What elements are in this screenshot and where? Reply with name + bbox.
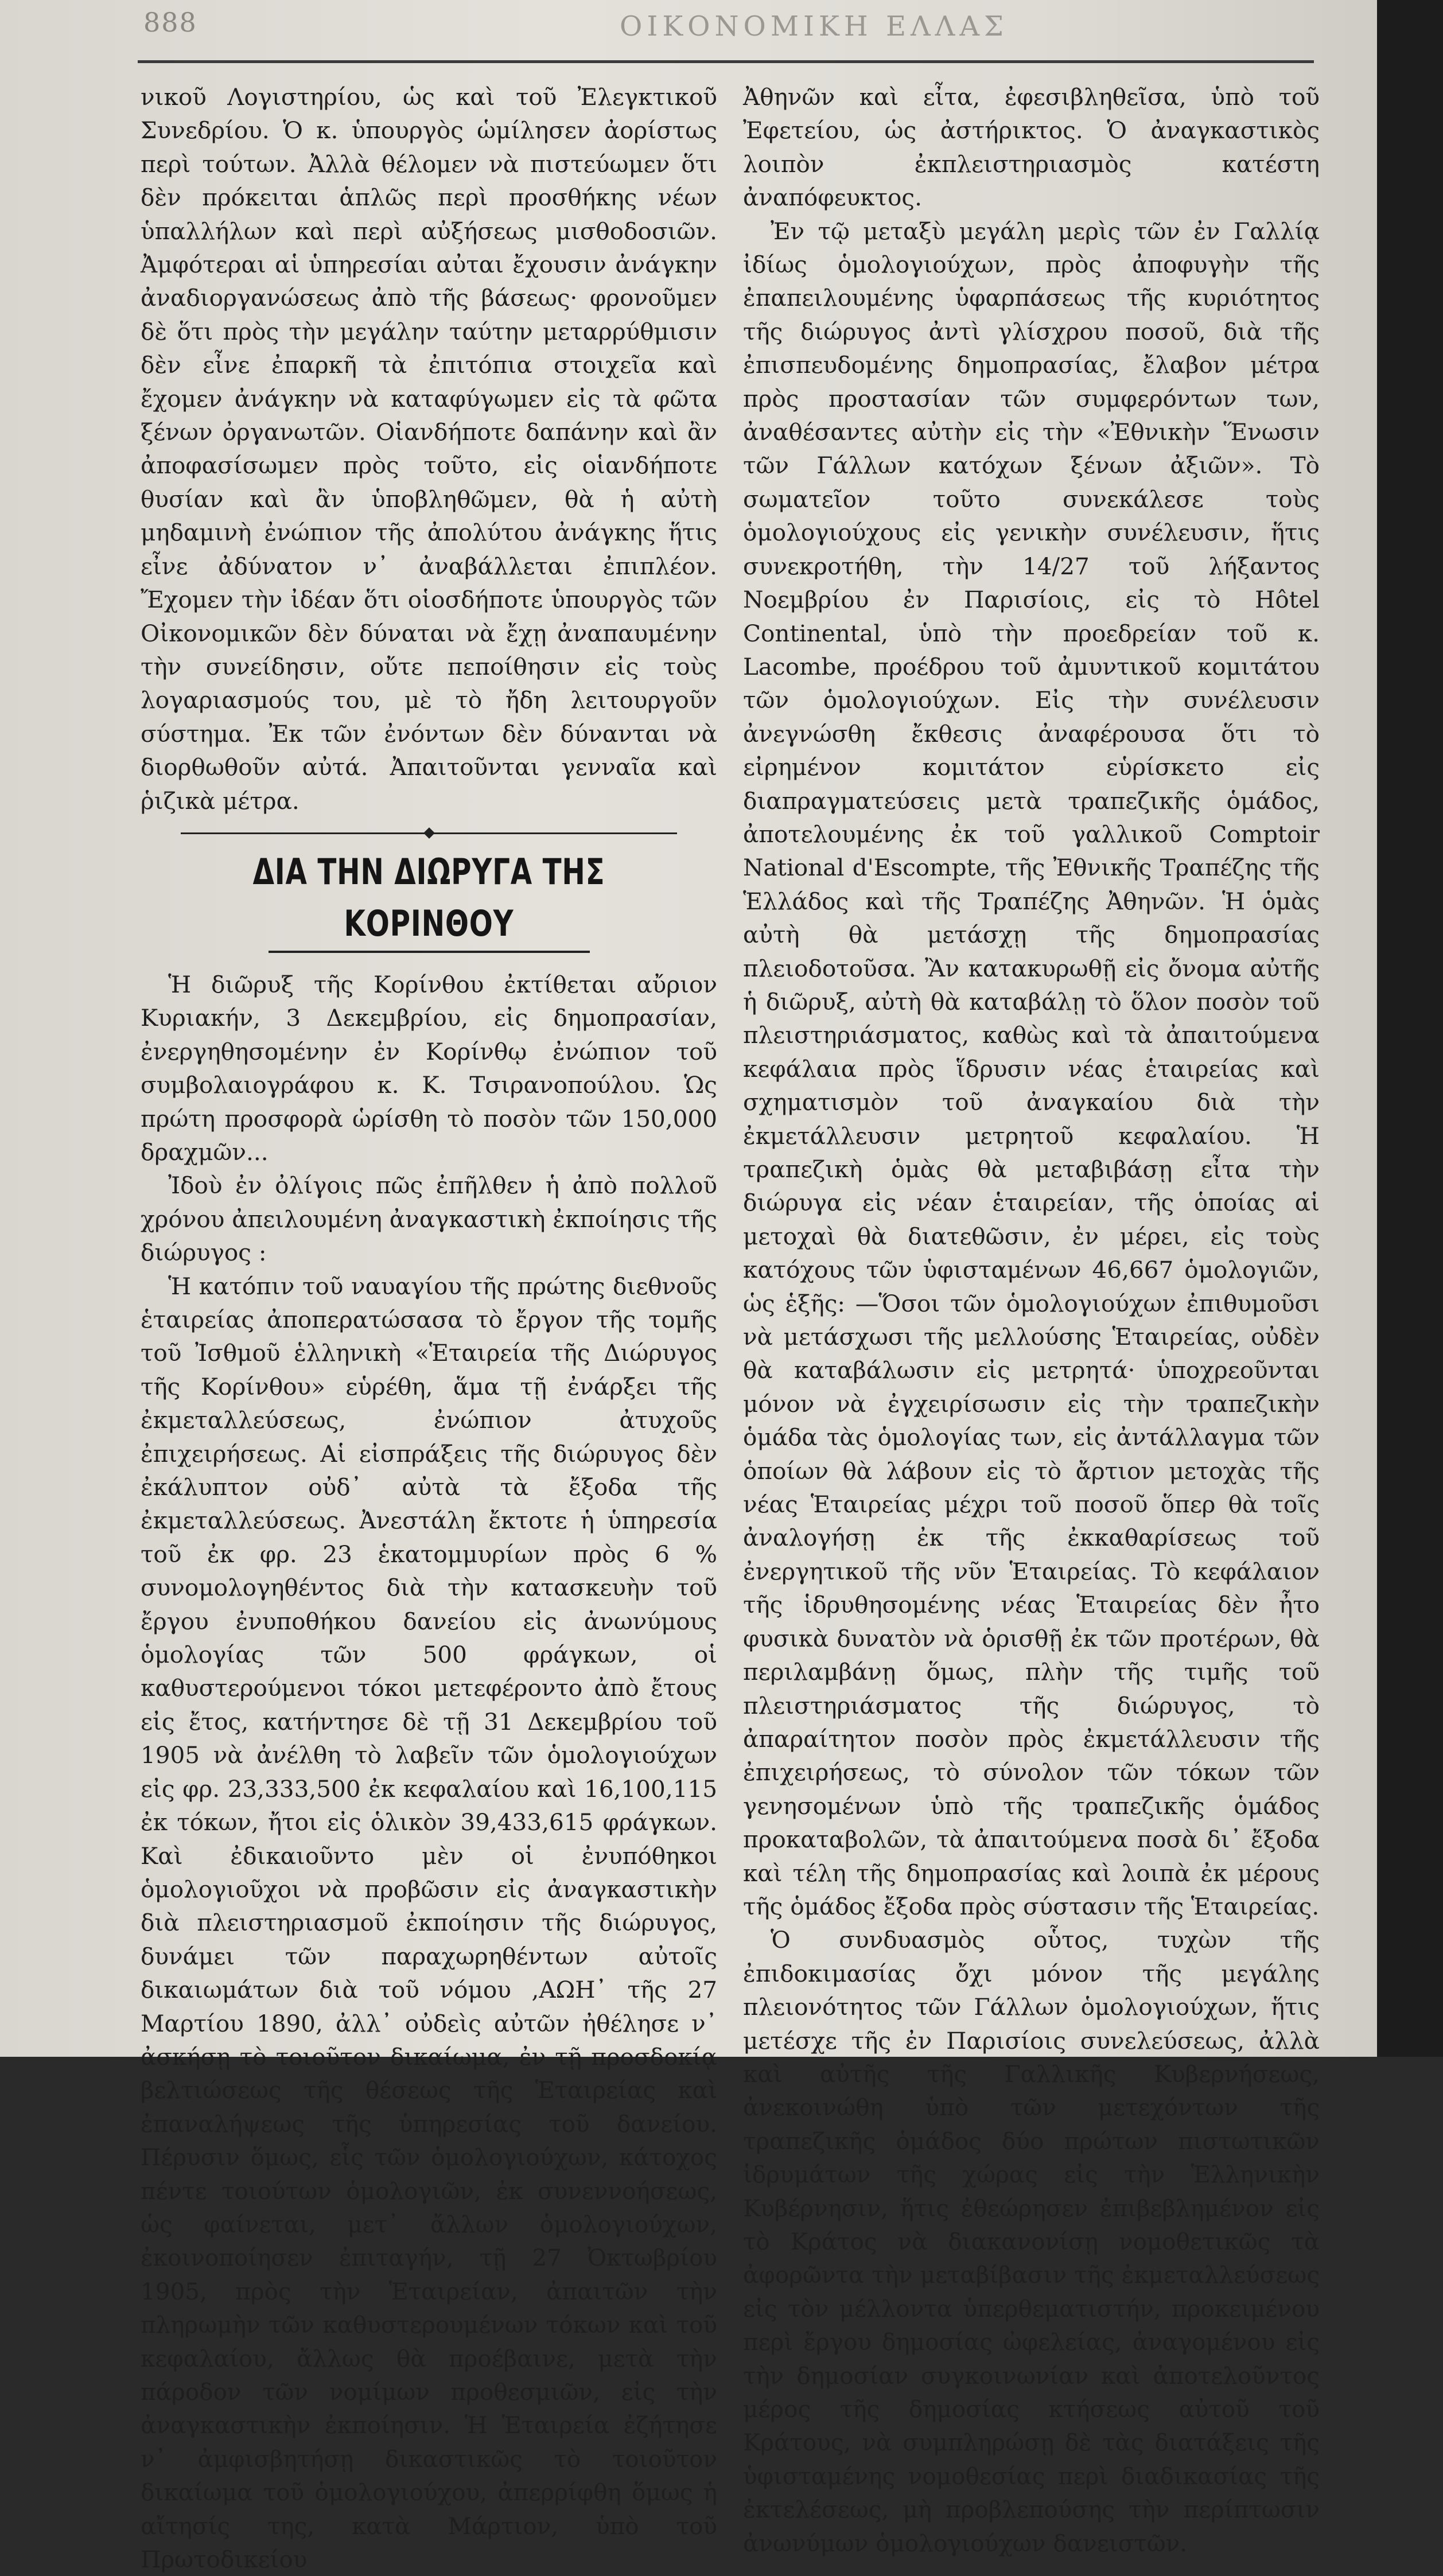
article-paragraph: Ἐν τῷ μεταξὺ μεγάλη μερὶς τῶν ἐν Γαλλίᾳ ἰδίως ὁμολογιούχων, πρὸς ἀποφυγὴν τῆς ἐπαπειλουμένης ὑφαρπάσεως τῆς κυριότητος τῆς διώρυγος ἀντὶ γλίσχρου ποσοῦ, διὰ τῆς ἐπισπευδομένης δημοπρασίας, ἔλαβον μέτρα πρὸς προστασίαν τῶν συμφερόντων των, ἀναθέσαντες αὐτὴν εἰς τὴν «Ἐθνικὴν Ἕνωσιν τῶν Γάλλων κατόχων ξένων ἀξιῶν». Τὸ σωματεῖον τοῦτο συνεκάλεσε τοὺς ὁμολογιούχους εἰς γενικὴν συνέλευσιν, ἥτις συνεκροτήθη, τὴν 14/27 τοῦ λήξαντος Νοεμβρίου ἐν Παρισίοις, εἰς τὸ Hôtel Continental, ὑπὸ τὴν προεδρείαν τοῦ κ. Lacombe, προέδρου τοῦ ἀμυντικοῦ κομιτάτου τῶν ὁμολογιούχων. Εἰς τὴν συνέλευσιν ἀνεγνώσθη ἔκθεσις ἀναφέρουσα ὅτι τὸ εἰρημένον κομιτάτον εὑρίσκετο εἰς διαπραγματεύσεις μετὰ τραπεζικῆς ὁμάδος, ἀποτελουμένης ἐκ τοῦ γαλλικοῦ Comptoir National d'Escompte, τῆς Ἐθνικῆς Τραπέζης τῆς Ἑλλάδος καὶ τῆς Τραπέζης Ἀθηνῶν. Ἡ ὁμὰς αὐτὴ θὰ μετάσχῃ τῆς δημοπρασίας πλειοδοτοῦσα. Ἂν κατακυρωθῇ εἰς ὄνομα αὐτῆς ἡ διῶρυξ, αὐτὴ θὰ καταβάλῃ τὸ ὅλον ποσὸν τοῦ πλειστηριάσματος, καθὼς καὶ τὰ ἀπαιτούμενα κεφάλαια πρὸς ἵδρυσιν νέας ἑταιρείας καὶ σχηματισμὸν τοῦ ἀναγκαίου διὰ τὴν ἐκμετάλλευσιν μετρητοῦ κεφαλαίου. Ἡ τραπεζικὴ ὁμὰς θὰ μεταβιβάσῃ εἶτα τὴν διώρυγα εἰς νέαν ἑταιρείαν, τῆς ὁποίας αἱ μετοχαὶ θὰ διατεθῶσιν, ἐν μέρει, εἰς τοὺς κατόχους τῶν ὑφισταμένων 46,667 ὁμολογιῶν, ὡς ἑξῆς: —Ὅσοι τῶν ὁμολογιούχων ἐπιθυμοῦσι νὰ μετάσχωσι τῆς μελλούσης Ἑταιρείας, οὐδὲν θὰ καταβάλωσιν εἰς μετρητά· ὑποχρεοῦνται μόνον νὰ ἐγχειρίσωσιν εἰς τὴν τραπεζικὴν ὁμάδα τὰς ὁμολογίας των, εἰς ἀντάλλαγμα τῶν ὁποίων θὰ λάβουν εἰς τὸ ἄρτιον μετοχὰς τῆς νέας Ἑταιρείας μέχρι τοῦ ποσοῦ ὅπερ θὰ τοῖς ἀναλογήσῃ ἐκ τῆς ἐκκαθαρίσεως τοῦ ἐνεργητικοῦ τῆς νῦν Ἑταιρείας. Τὸ κεφάλαιον τῆς ἱδρυθησομένης νέας Ἑταιρείας δὲν ἦτο φυσικὰ δυνατὸν νὰ ὁρισθῇ ἐκ τῶν προτέρων, θὰ περιλαμβάνῃ ὅμως, πλὴν τῆς τιμῆς τοῦ πλειστηριάσματος τῆς διώρυγος, τὸ ἀπαραίτητον ποσὸν πρὸς ἐκμετάλλευσιν τῆς ἐπιχειρήσεως, τὸ σύνολον τῶν τόκων τῶν γενησομένων ὑπὸ τῆς τραπεζικῆς ὁμάδος προκαταβολῶν, τὰ ἀπαιτούμενα ποσὰ δι᾽ ἔξοδα καὶ τέλη τῆς δημοπρασίας καὶ λοιπὰ ἐκ μέρους τῆς ὁμάδος ἔξοδα πρὸς σύστασιν τῆς Ἑταιρείας. [743, 217, 1320, 1920]
article-continuation-paragraph: νικοῦ Λογιστηρίου, ὡς καὶ τοῦ Ἐλεγκτικοῦ Συνεδρίου. Ὁ κ. ὑπουργὸς ὡμίλησεν ἀορίστως περὶ τούτων. Ἀλλὰ θέλομεν νὰ πιστεύωμεν ὅτι δὲν πρόκειται ἁπλῶς περὶ προσθήκης νέων ὑπαλλήλων καὶ περὶ αὐξήσεως μισθοδοσιῶν. Ἀμφότεραι αἱ ὑπηρεσίαι αὐται ἔχουσιν ἀνάγκην ἀναδιοργανώσεως ἀπὸ τῆς βάσεως· φρονοῦμεν δὲ ὅτι πρὸς τὴν μεγάλην ταύτην μεταρρύθμισιν δὲν εἶνε ἐπαρκῆ τὰ ἐπιτόπια στοιχεῖα καὶ ἔχομεν ἀνάγκην νὰ καταφύγωμεν εἰς τὰ φῶτα ξένων ὀργανωτῶν. Οἱανδήποτε δαπάνην καὶ ἂν ἀποφασίσωμεν πρὸς τοῦτο, εἰς οἱανδήποτε θυσίαν καὶ ἂν ὑποβληθῶμεν, θὰ ἡ αὐτὴ μηδαμινὴ ἐνώπιον τῆς ἀπολύτου ἀνάγκης ἥτις εἶνε ἀδύνατον ν᾽ ἀναβάλλεται ἐπιπλέον. Ἔχομεν τὴν ἰδέαν ὅτι οἱοσδήποτε ὑπουργὸς τῶν Οἰκονομικῶν δὲν δύναται νὰ ἔχῃ ἀναπαυμένην τὴν συνείδησιν, οὔτε πεποίθησιν εἰς τοὺς λογαριασμούς του, μὲ τὸ ἤδη λειτουργοῦν σύστημα. Ἐκ τῶν ἐνόντων δὲν δύνανται νὰ διορθωθοῦν αὐτά. Ἀπαιτοῦνται γενναῖα καὶ ῥιζικὰ μέτρα. [141, 83, 717, 815]
article-paragraph: Ἰδοὺ ἐν ὀλίγοις πῶς ἐπῆλθεν ἡ ἀπὸ πολλοῦ χρόνου ἀπειλουμένη ἀναγκαστικὴ ἐκποίησις τῆς διώρυγος : [141, 1172, 717, 1267]
article-paragraph: Ἡ κατόπιν τοῦ ναυαγίου τῆς πρώτης διεθνοῦς ἑταιρείας ἀποπερατώσασα τὸ ἔργον τῆς τομῆς τοῦ Ἰσθμοῦ ἑλληνικὴ «Ἑταιρεία τῆς Διώρυγος τῆς Κορίνθου» εὑρέθη, ἅμα τῇ ἐνάρξει τῆς ἐκμεταλλεύσεως, ἐνώπιον ἀτυχοῦς ἐπιχειρήσεως. Αἱ εἰσπράξεις τῆς διώρυγος δὲν ἐκάλυπτον οὐδ᾽ αὐτὰ τὰ ἔξοδα τῆς ἐκμεταλλεύσεως. Ἀνεστάλη ἔκτοτε ἡ ὑπηρεσία τοῦ ἐκ φρ. 23 ἑκατομμυρίων πρὸς 6 % συνομολογηθέντος διὰ τὴν κατασκευὴν τοῦ ἔργου ἐνυποθήκου δανείου εἰς ἀνωνύμους ὁμολογίας τῶν 500 φράγκων, οἱ καθυστερούμενοι τόκοι μετεφέροντο ἀπὸ ἔτους εἰς ἔτος, κατήντησε δὲ τῇ 31 Δεκεμβρίου τοῦ 1905 νὰ ἀνέλθη τὸ λαβεῖν τῶν ὁμολογιούχων εἰς φρ. 23,333,500 ἐκ κεφαλαίου καὶ 16,100,115 ἐκ τόκων, ἤτοι εἰς ὁλικὸν 39,433,615 φράγκων. Καὶ ἐδικαιοῦντο μὲν οἱ ἐνυπόθηκοι ὁμολογιοῦχοι νὰ προβῶσιν εἰς ἀναγκαστικὴν διὰ πλειστηριασμοῦ ἐκποίησιν τῆς διώρυγος, δυνάμει τῶν παραχωρηθέντων αὐτοῖς δικαιωμάτων διὰ τοῦ νόμου ,ΑΩΗ᾽ τῆς 27 Μαρτίου 1890, ἀλλ᾽ οὐδεὶς αὐτῶν ἠθέλησε ν᾽ ἀσκήσῃ τὸ τοιοῦτον δικαίωμα, ἐν τῇ προσδοκίᾳ βελτιώσεως τῆς θέσεως τῆς Ἑταιρείας καὶ ἐπαναλήψεως τῆς ὑπηρεσίας τοῦ δανείου. Πέρυσιν ὅμως, εἷς τῶν ὁμολογιούχων, κάτοχος πέντε τοιούτων ὁμολογιῶν, ἐκ συνεννοήσεως, ὡς φαίνεται, μετ᾽ ἄλλων ὁμολογιούχων, ἐκοινοποίησεν ἐπιταγήν, τῇ 27 Ὀκτωβρίου 1905, πρὸς τὴν Ἑταιρείαν, ἀπαιτῶν τὴν πληρωμὴν τῶν καθυστερουμένων τόκων καὶ τοῦ κεφαλαίου, ἄλλως θὰ προέβαινε, μετὰ τὴν πάροδον τῶν νομίμων προθεσμιῶν, εἰς τὴν ἀναγκαστικὴν ἐκποίησιν. Ἡ Ἑταιρεία ἐζήτησε ν᾽ ἀμφισβητήσῃ δικαστικῶς τὸ τοιοῦτον δικαίωμα τοῦ ὁμολογιούχου, ἀπερρίφθη ὅμως ἡ αἴτησίς της, κατὰ Μάρτιον, ὑπὸ τοῦ Πρωτοδικείου [141, 1272, 717, 2574]
article-paragraph: Ἀθηνῶν καὶ εἶτα, ἐφεσιβληθεῖσα, ὑπὸ τοῦ Ἐφετείου, ὡς ἀστήρικτος. Ὁ ἀναγκαστικὸς λοιπὸν ἐκπλειστηριασμὸς κατέστη ἀναπόφευκτος. [743, 83, 1320, 212]
scan-dark-edge [1377, 0, 1443, 2057]
article-paragraph: Ἡ διῶρυξ τῆς Κορίνθου ἐκτίθεται αὔριον Κυριακήν, 3 Δεκεμβρίου, εἰς δημοπρασίαν, ἐνεργηθησομένην ἐν Κορίνθῳ ἐνώπιον τοῦ συμβολαιογράφου κ. Κ. Τσιρανοπούλου. Ὡς πρώτη προσφορὰ ὡρίσθη τὸ ποσὸν τῶν 150,000 δραχμῶν... [141, 970, 717, 1166]
page-number: 888 [143, 7, 197, 38]
divider-ornament [423, 827, 435, 839]
header-rule [138, 60, 1314, 63]
page-header [0, 0, 1377, 63]
section-title-underline [269, 951, 590, 953]
article-paragraph: Ὁ συνδυασμὸς οὗτος, τυχὼν τῆς ἐπιδοκιμασίας ὄχι μόνον τῆς μεγάλης πλειονότητος τῶν Γάλλων ὁμολογιούχων, ἥτις μετέσχε τῆς ἐν Παρισίοις συνελεύσεως, ἀλλὰ καὶ αὐτῆς τῆς Γαλλικῆς Κυβερνήσεως, ἀνεκοινώθη ὑπὸ τῶν μετεχόντων τῆς τραπεζικῆς ὁμάδος δύο πρώτων πιστωτικῶν ἱδρυμάτων τῆς χώρας εἰς τὴν Ἑλληνικὴν Κυβέρνησιν, ἥτις ἐθεώρησεν ἐπιβεβλημένον εἰς τὸ Κράτος νὰ διακανονίσῃ νομοθετικῶς τὰ ἀφορῶντα τὴν μεταβίβασιν τῆς ἐκμεταλλεύσεως εἰς τὸν μέλλοντα ὑπερθεματιστήν, προκειμένου περὶ ἔργου δημοσίας ὠφελείας, ἀναγομένου εἰς τὴν δημοσίαν συγκοινωνίαν καὶ ἀποτελοῦντος μέρος τῆς δημοσίας κτήσεως αὐτοῦ τοῦ Κράτους, νὰ συμπληρώσῃ δὲ τὰς διατάξεις τῆς ὑφισταμένης νομοθεσίας περὶ διαδικασίας τῆς ἐκτελέσεως, μὴ προβλεπούσης τὴν περίπτωσιν ἀνωνύμων ὁμολογιούχων δανειστῶν. [743, 1926, 1320, 2557]
section-title: ΔΙΑ ΤΗΝ ΔΙΩΡΥΓΑ ΤΗΣ ΚΟΡΙΝΘΟΥ [252, 850, 605, 944]
left-column [141, 80, 717, 2576]
right-column [743, 80, 1320, 2560]
article-divider [141, 821, 717, 846]
running-title: ΟΙΚΟΝΟΜΙΚΗ ΕΛΛΑΣ [620, 10, 1008, 42]
